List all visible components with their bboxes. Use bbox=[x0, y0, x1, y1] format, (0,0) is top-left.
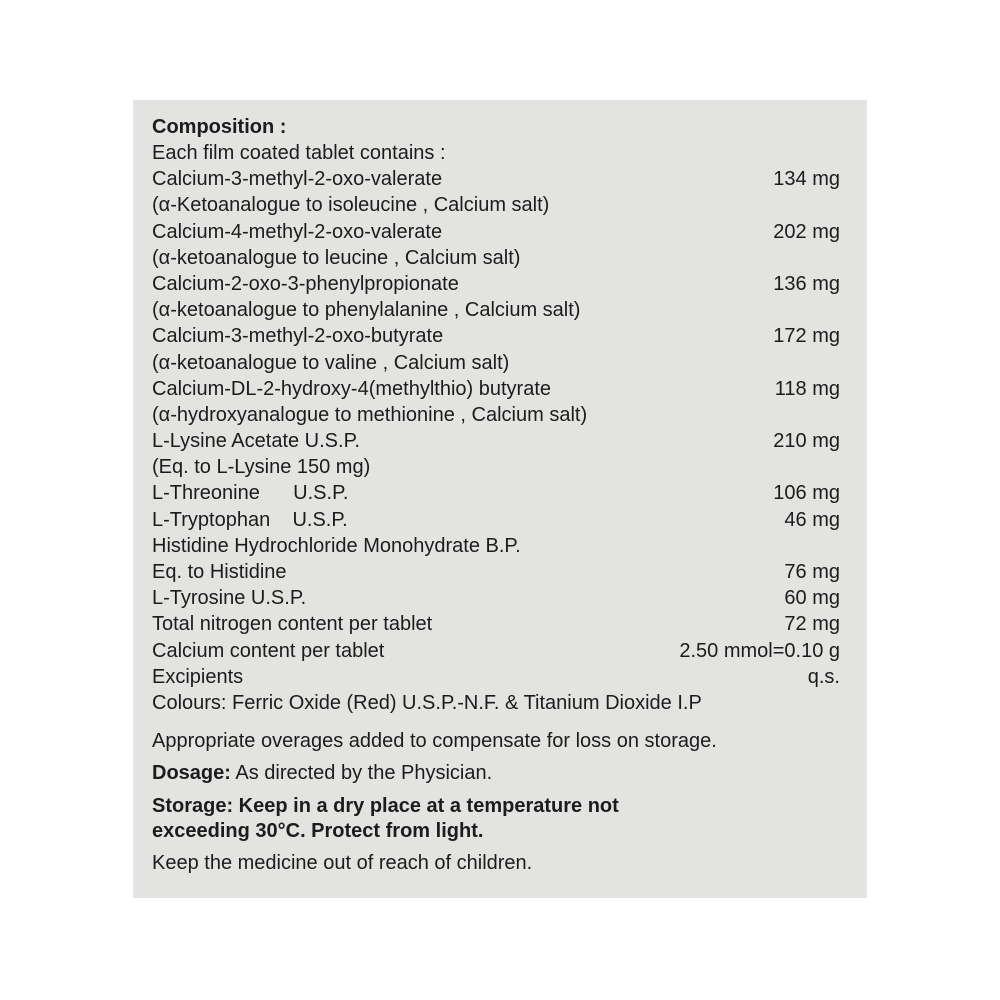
composition-section bbox=[152, 114, 842, 876]
ingredient-name: L-Threonine U.S.P. bbox=[152, 482, 349, 505]
ingredient-line bbox=[152, 192, 842, 218]
ingredient-line bbox=[152, 454, 842, 480]
ingredient-name: (α-hydroxyanalogue to methionine , Calcium salt) bbox=[152, 403, 588, 426]
spacer bbox=[152, 716, 842, 728]
ingredient-amount: 136 mg bbox=[773, 272, 840, 295]
ingredient-name: (α-Ketoanalogue to isoleucine , Calcium salt) bbox=[152, 194, 550, 217]
dosage-label: Dosage: bbox=[152, 762, 231, 785]
ingredient-line bbox=[152, 323, 842, 349]
overages-note: Appropriate overages added to compensate for loss on storage. bbox=[152, 730, 717, 753]
ingredient-name: (α-ketoanalogue to leucine , Calcium salt) bbox=[152, 246, 521, 269]
dosage-note bbox=[152, 760, 842, 786]
ingredient-name: Calcium-3-methyl-2-oxo-valerate bbox=[152, 168, 443, 191]
ingredient-amount bbox=[840, 350, 842, 376]
ingredient-line bbox=[152, 507, 842, 533]
ingredient-name: Histidine Hydrochloride Monohydrate B.P. bbox=[152, 534, 521, 557]
ingredient-line bbox=[152, 664, 842, 690]
ingredient-line bbox=[152, 690, 842, 716]
ingredient-amount: 76 mg bbox=[784, 561, 840, 583]
ingredient-name: Excipients bbox=[152, 665, 244, 688]
ingredient-line bbox=[152, 611, 842, 637]
ingredient-name: (α-ketoanalogue to valine , Calcium salt) bbox=[152, 351, 510, 374]
ingredient-name: Total nitrogen content per tablet bbox=[152, 613, 433, 636]
ingredient-amount: q.s. bbox=[807, 665, 840, 688]
ingredient-line bbox=[152, 219, 842, 245]
ingredient-line bbox=[152, 376, 842, 402]
ingredient-amount bbox=[840, 690, 842, 716]
ingredient-amount: 134 mg bbox=[773, 168, 840, 191]
storage-line-2: exceeding 30°C. Protect from light. bbox=[152, 820, 484, 843]
ingredient-name: Calcium-2-oxo-3-phenylpropionate bbox=[152, 272, 459, 295]
ingredient-amount bbox=[840, 533, 842, 559]
ingredient-line bbox=[152, 271, 842, 297]
ingredient-name: L-Tyrosine U.S.P. bbox=[152, 587, 307, 610]
ingredient-amount: 202 mg bbox=[773, 220, 840, 243]
ingredient-name: (α-ketoanalogue to phenylalanine , Calcium salt) bbox=[152, 299, 581, 322]
ingredient-amount: 60 mg bbox=[784, 587, 840, 610]
ingredient-name: Colours: Ferric Oxide (Red) U.S.P.-N.F. & Titanium Dioxide I.P bbox=[152, 691, 702, 714]
ingredient-line bbox=[152, 245, 842, 271]
ingredient-amount bbox=[840, 402, 842, 428]
storage-line-1: Storage: Keep in a dry place at a temperature not bbox=[152, 795, 619, 818]
ingredient-line bbox=[152, 166, 842, 192]
ingredient-line bbox=[152, 533, 842, 559]
ingredient-name: Calcium-3-methyl-2-oxo-butyrate bbox=[152, 325, 444, 348]
ingredient-amount bbox=[840, 297, 842, 323]
children-warning: Keep the medicine out of reach of children. bbox=[152, 852, 533, 875]
ingredient-amount bbox=[840, 245, 842, 271]
ingredient-line bbox=[152, 428, 842, 454]
ingredient-amount: 72 mg bbox=[784, 613, 840, 636]
ingredient-name: L-Tryptophan U.S.P. bbox=[152, 508, 348, 531]
ingredient-line bbox=[152, 480, 842, 506]
label-panel bbox=[133, 100, 867, 898]
ingredient-name: Calcium content per tablet bbox=[152, 639, 385, 662]
ingredient-amount: 210 mg bbox=[773, 430, 840, 453]
ingredient-line bbox=[152, 638, 842, 664]
ingredient-amount bbox=[840, 454, 842, 480]
ingredient-line bbox=[152, 585, 842, 611]
ingredient-amount: 106 mg bbox=[773, 482, 840, 505]
spacer bbox=[152, 786, 842, 794]
ingredient-name: (Eq. to L-Lysine 150 mg) bbox=[152, 456, 371, 479]
ingredient-name: Eq. to Histidine bbox=[152, 561, 287, 583]
ingredient-name: L-Lysine Acetate U.S.P. bbox=[152, 430, 360, 453]
ingredient-line bbox=[152, 402, 842, 428]
intro-text: Each film coated tablet contains : bbox=[152, 142, 446, 164]
ingredient-amount: 118 mg bbox=[774, 377, 840, 400]
ingredient-amount: 46 mg bbox=[784, 508, 840, 531]
ingredient-name: Calcium-4-methyl-2-oxo-valerate bbox=[152, 220, 443, 243]
ingredient-line bbox=[152, 559, 842, 585]
ingredient-name: Calcium-DL-2-hydroxy-4(methylthio) butyrate bbox=[152, 377, 552, 400]
ingredient-line bbox=[152, 350, 842, 376]
composition-intro bbox=[152, 140, 842, 166]
dosage-text: As directed by the Physician. bbox=[230, 762, 493, 785]
ingredient-amount: 2.50 mmol=0.10 g bbox=[679, 639, 840, 662]
composition-heading: Composition : bbox=[152, 116, 287, 138]
ingredient-line bbox=[152, 297, 842, 323]
ingredient-amount bbox=[840, 192, 842, 218]
ingredient-amount: 172 mg bbox=[773, 325, 840, 348]
